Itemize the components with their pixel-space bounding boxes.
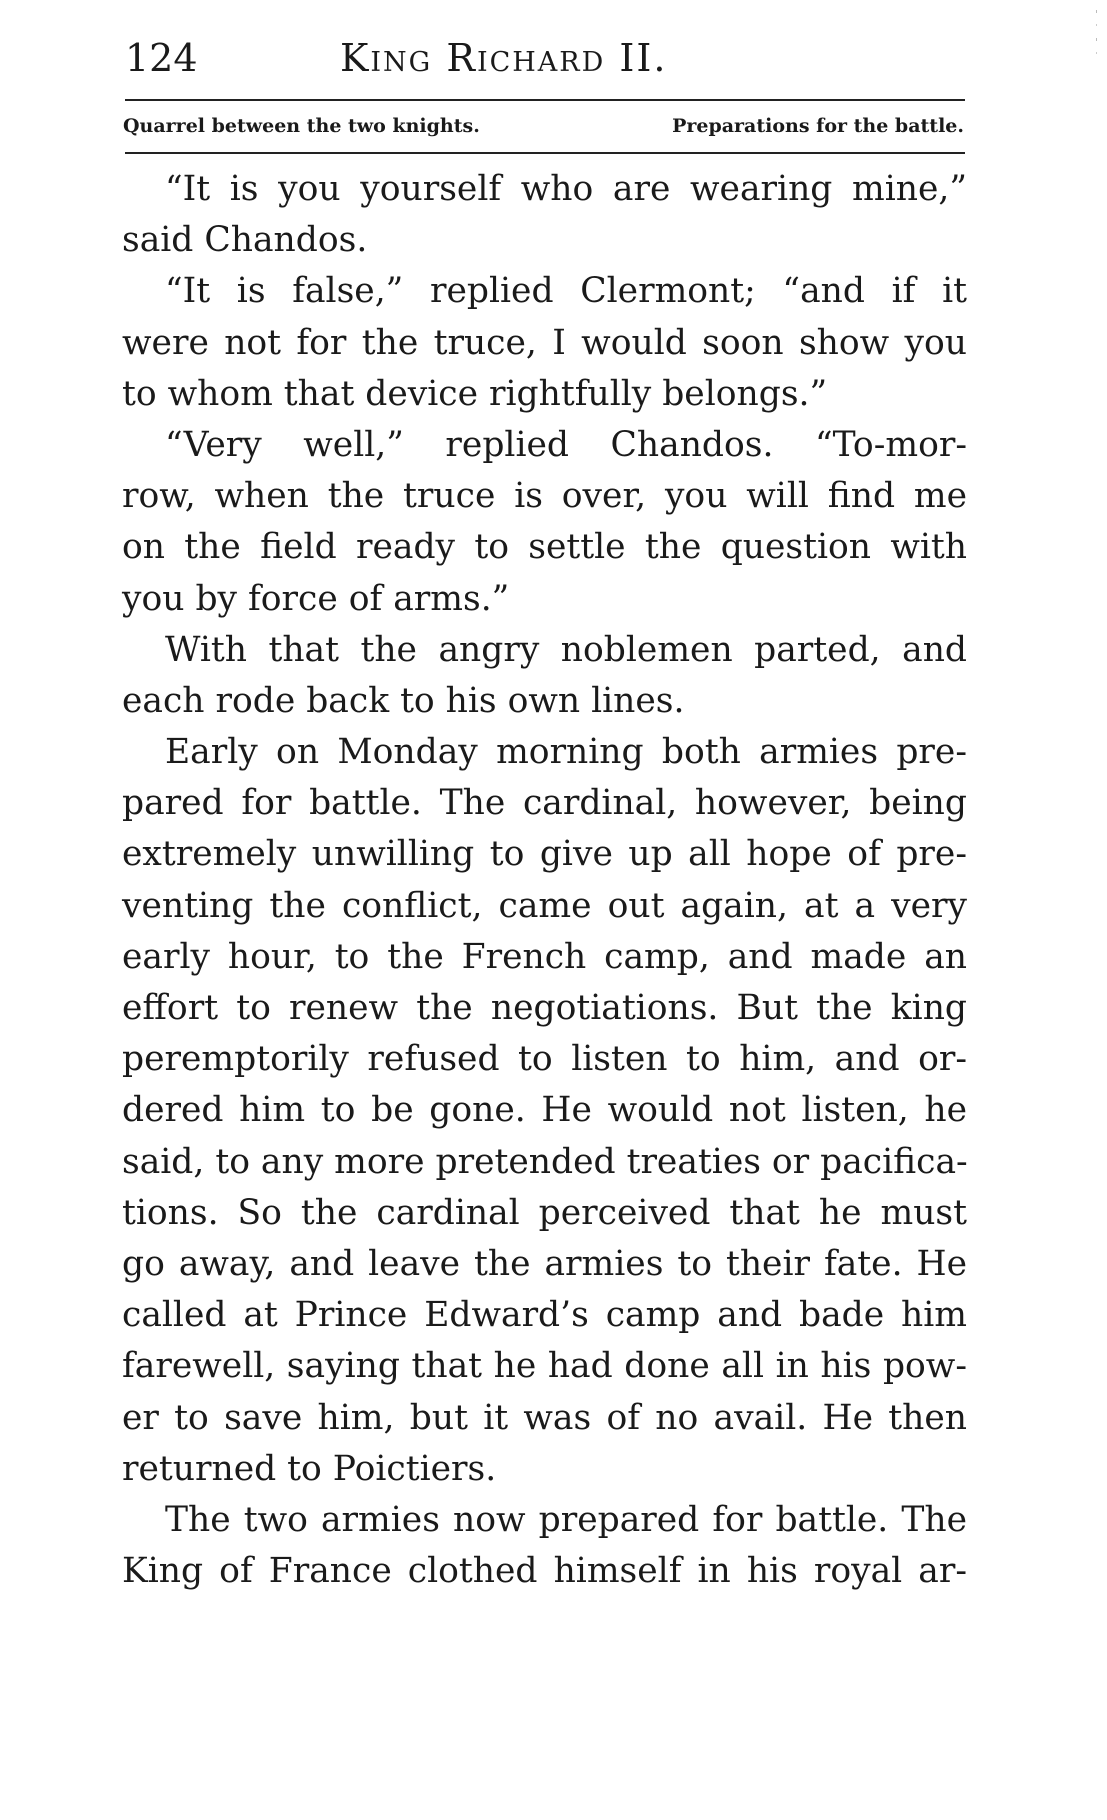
text-line: extremely unwilling to give up all hope of pre- [122, 834, 967, 875]
text-line: King of France clothed himself in his royal ar- [122, 1551, 967, 1592]
text-line: effort to renew the negotiations. But the king [122, 988, 967, 1028]
text-line: called at Prince Edward’s camp and bade him [122, 1295, 967, 1336]
header-rule-bottom [125, 152, 965, 154]
scan-specks [1095, 4, 1099, 64]
text-line: row, when the truce is over, you will find me [122, 476, 967, 517]
page-number: 124 [125, 36, 198, 80]
text-line: peremptorily refused to listen to him, and or- [122, 1039, 967, 1080]
text-line: “Very well,” replied Chandos. “To-mor- [165, 424, 967, 465]
text-line: The two armies now prepared for battle. The [165, 1499, 967, 1540]
text-line: dered him to be gone. He would not listen, he [122, 1090, 967, 1131]
text-line: pared for battle. The cardinal, however, being [122, 783, 967, 824]
text-line: said Chandos. [122, 220, 368, 261]
text-line: on the field ready to settle the question with [122, 527, 967, 568]
running-head [125, 28, 965, 88]
text-line: you by force of arms.” [122, 578, 510, 619]
text-line: were not for the truce, I would soon show you [122, 322, 967, 363]
text-line: “It is false,” replied Clermont; “and if it [165, 271, 967, 312]
text-line: each rode back to his own lines. [122, 680, 685, 721]
marginal-note-left: Quarrel between the two knights. [123, 115, 480, 137]
text-line: Early on Monday morning both armies pre- [165, 732, 967, 773]
header-rule-top [125, 99, 965, 101]
text-line: early hour, to the French camp, and made an [122, 936, 967, 977]
marginal-note-right: Preparations for the battle. [672, 115, 964, 137]
text-line: er to save him, but it was of no avail. He then [122, 1397, 967, 1438]
running-title: King Richard II. [340, 36, 668, 80]
text-line: tions. So the cardinal perceived that he must [122, 1192, 967, 1233]
text-line: returned to Poictiers. [122, 1448, 497, 1489]
text-line: go away, and leave the armies to their fate. He [122, 1243, 967, 1284]
text-line: venting the conflict, came out again, at a very [122, 885, 967, 926]
text-line: to whom that device rightfully belongs.” [122, 373, 828, 414]
body-text [122, 164, 967, 1597]
text-line: “It is you yourself who are wearing mine,” [165, 169, 967, 209]
text-line: With that the angry noblemen parted, and [165, 629, 967, 670]
text-line: farewell, saying that he had done all in his pow- [122, 1346, 967, 1387]
text-line: said, to any more pretended treaties or pacifica- [122, 1141, 968, 1182]
